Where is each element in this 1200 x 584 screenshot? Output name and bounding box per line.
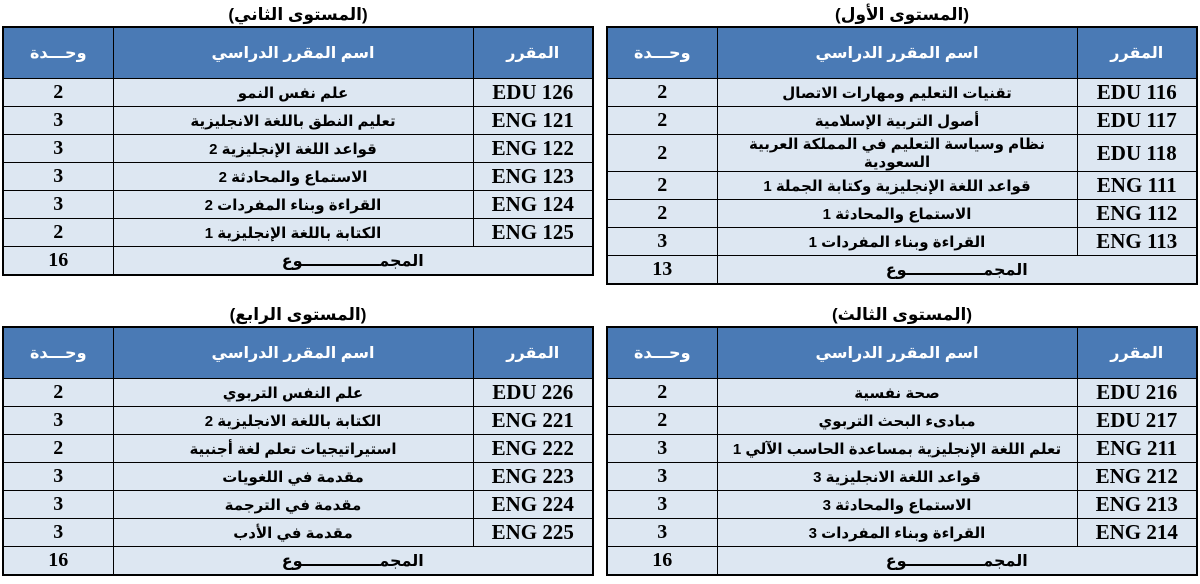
table-row bbox=[607, 200, 1197, 228]
course-name: مقدمة في الترجمة bbox=[113, 491, 473, 519]
table-row bbox=[3, 407, 593, 435]
course-code: EDU 126 bbox=[473, 79, 593, 107]
course-code: EDU 117 bbox=[1077, 107, 1197, 135]
table-row bbox=[607, 228, 1197, 256]
course-code: EDU 226 bbox=[473, 379, 593, 407]
header-code: المقرر bbox=[1077, 327, 1197, 379]
course-code: ENG 221 bbox=[473, 407, 593, 435]
header-units: وحـــدة bbox=[607, 327, 717, 379]
course-units: 2 bbox=[607, 79, 717, 107]
course-code: EDU 217 bbox=[1077, 407, 1197, 435]
course-units: 2 bbox=[3, 379, 113, 407]
course-name: الكتابة باللغة الانجليزية 2 bbox=[113, 407, 473, 435]
table-row bbox=[607, 463, 1197, 491]
table-row bbox=[3, 163, 593, 191]
course-name: استيراتيجيات تعلم لغة أجنبية bbox=[113, 435, 473, 463]
course-units: 3 bbox=[607, 228, 717, 256]
total-row bbox=[607, 547, 1197, 576]
course-units: 3 bbox=[3, 463, 113, 491]
course-code: ENG 122 bbox=[473, 135, 593, 163]
table-row bbox=[607, 79, 1197, 107]
level-title: (المستوى الرابع) bbox=[229, 305, 367, 324]
table-row bbox=[607, 107, 1197, 135]
table-row bbox=[607, 435, 1197, 463]
course-name: الاستماع والمحادثة 1 bbox=[717, 200, 1077, 228]
course-units: 3 bbox=[3, 191, 113, 219]
course-units: 3 bbox=[3, 163, 113, 191]
header-units: وحـــدة bbox=[607, 27, 717, 79]
total-row bbox=[3, 247, 593, 276]
course-name: الاستماع والمحادثة 3 bbox=[717, 491, 1077, 519]
table-row bbox=[607, 135, 1197, 172]
header-units: وحـــدة bbox=[3, 327, 113, 379]
course-units: 3 bbox=[3, 491, 113, 519]
total-label: المجمــــــــــــــوع bbox=[717, 547, 1197, 576]
header-code: المقرر bbox=[473, 27, 593, 79]
course-name: تعلم اللغة الإنجليزية بمساعدة الحاسب الآلي 1 bbox=[717, 435, 1077, 463]
course-code: EDU 118 bbox=[1077, 135, 1197, 172]
course-name: القراءة وبناء المفردات 1 bbox=[717, 228, 1077, 256]
total-label: المجمــــــــــــــوع bbox=[717, 256, 1197, 285]
header-code: المقرر bbox=[473, 327, 593, 379]
table-row bbox=[3, 463, 593, 491]
table-row bbox=[3, 519, 593, 547]
course-units: 3 bbox=[3, 135, 113, 163]
course-name: مبادىء البحث التربوي bbox=[717, 407, 1077, 435]
course-code: ENG 223 bbox=[473, 463, 593, 491]
course-code: ENG 222 bbox=[473, 435, 593, 463]
table-row bbox=[3, 491, 593, 519]
course-units: 2 bbox=[3, 435, 113, 463]
table-row bbox=[3, 219, 593, 247]
header-name: اسم المقرر الدراسي bbox=[717, 327, 1077, 379]
course-code: ENG 112 bbox=[1077, 200, 1197, 228]
course-name: الكتابة باللغة الإنجليزية 1 bbox=[113, 219, 473, 247]
course-table bbox=[606, 26, 1198, 285]
course-code: ENG 121 bbox=[473, 107, 593, 135]
course-table bbox=[606, 326, 1198, 576]
table-header-row bbox=[3, 327, 593, 379]
header-name: اسم المقرر الدراسي bbox=[717, 27, 1077, 79]
course-name: تعليم النطق باللغة الانجليزية bbox=[113, 107, 473, 135]
level-title: (المستوى الأول) bbox=[835, 5, 969, 24]
total-label: المجمــــــــــــــوع bbox=[113, 247, 593, 276]
course-units: 2 bbox=[607, 172, 717, 200]
header-units: وحـــدة bbox=[3, 27, 113, 79]
table-row bbox=[607, 491, 1197, 519]
table-row bbox=[3, 191, 593, 219]
level-2-section bbox=[2, 4, 594, 276]
total-units: 13 bbox=[607, 256, 717, 285]
table-row bbox=[3, 435, 593, 463]
header-name: اسم المقرر الدراسي bbox=[113, 27, 473, 79]
total-label: المجمــــــــــــــوع bbox=[113, 547, 593, 576]
course-code: EDU 116 bbox=[1077, 79, 1197, 107]
table-row bbox=[3, 107, 593, 135]
course-units: 3 bbox=[607, 519, 717, 547]
course-units: 3 bbox=[3, 407, 113, 435]
course-units: 3 bbox=[3, 519, 113, 547]
course-name: قواعد اللغة الانجليزية 3 bbox=[717, 463, 1077, 491]
table-row bbox=[3, 135, 593, 163]
table-header-row bbox=[607, 27, 1197, 79]
course-name: مقدمة في الأدب bbox=[113, 519, 473, 547]
course-name: القراءة وبناء المفردات 2 bbox=[113, 191, 473, 219]
table-row bbox=[3, 79, 593, 107]
course-code: ENG 124 bbox=[473, 191, 593, 219]
course-name: تقنيات التعليم ومهارات الاتصال bbox=[717, 79, 1077, 107]
course-name: صحة نفسية bbox=[717, 379, 1077, 407]
course-code: ENG 123 bbox=[473, 163, 593, 191]
table-header-row bbox=[607, 327, 1197, 379]
course-units: 2 bbox=[607, 135, 717, 172]
course-code: ENG 225 bbox=[473, 519, 593, 547]
course-code: EDU 216 bbox=[1077, 379, 1197, 407]
level-1-section bbox=[606, 4, 1198, 285]
course-code: ENG 211 bbox=[1077, 435, 1197, 463]
course-code: ENG 212 bbox=[1077, 463, 1197, 491]
course-units: 2 bbox=[3, 219, 113, 247]
course-table bbox=[2, 326, 594, 576]
total-units: 16 bbox=[607, 547, 717, 576]
total-units: 16 bbox=[3, 247, 113, 276]
course-units: 3 bbox=[607, 463, 717, 491]
header-name: اسم المقرر الدراسي bbox=[113, 327, 473, 379]
course-table bbox=[2, 26, 594, 276]
table-header-row bbox=[3, 27, 593, 79]
course-units: 2 bbox=[3, 79, 113, 107]
level-4-section bbox=[2, 304, 594, 576]
course-code: ENG 113 bbox=[1077, 228, 1197, 256]
course-units: 2 bbox=[607, 107, 717, 135]
course-code: ENG 224 bbox=[473, 491, 593, 519]
total-row bbox=[607, 256, 1197, 285]
course-name: قواعد اللغة الإنجليزية وكتابة الجملة 1 bbox=[717, 172, 1077, 200]
total-row bbox=[3, 547, 593, 576]
course-units: 2 bbox=[607, 379, 717, 407]
level-3-section bbox=[606, 304, 1198, 576]
course-name: مقدمة في اللغويات bbox=[113, 463, 473, 491]
course-code: ENG 213 bbox=[1077, 491, 1197, 519]
table-row bbox=[607, 172, 1197, 200]
course-name: نظام وسياسة التعليم في المملكة العربية السعودية bbox=[717, 135, 1077, 172]
course-name: الاستماع والمحادثة 2 bbox=[113, 163, 473, 191]
course-name: علم النفس التربوي bbox=[113, 379, 473, 407]
table-row bbox=[607, 407, 1197, 435]
table-row bbox=[607, 379, 1197, 407]
course-code: ENG 125 bbox=[473, 219, 593, 247]
course-name: أصول التربية الإسلامية bbox=[717, 107, 1077, 135]
course-code: ENG 214 bbox=[1077, 519, 1197, 547]
level-title: (المستوى الثالث) bbox=[831, 305, 973, 324]
level-title: (المستوى الثاني) bbox=[228, 5, 368, 24]
course-name: القراءة وبناء المفردات 3 bbox=[717, 519, 1077, 547]
course-units: 2 bbox=[607, 200, 717, 228]
course-units: 2 bbox=[607, 407, 717, 435]
table-row bbox=[607, 519, 1197, 547]
course-units: 3 bbox=[3, 107, 113, 135]
course-name: قواعد اللغة الإنجليزية 2 bbox=[113, 135, 473, 163]
course-units: 3 bbox=[607, 491, 717, 519]
total-units: 16 bbox=[3, 547, 113, 576]
header-code: المقرر bbox=[1077, 27, 1197, 79]
course-code: ENG 111 bbox=[1077, 172, 1197, 200]
table-row bbox=[3, 379, 593, 407]
course-name: علم نفس النمو bbox=[113, 79, 473, 107]
course-units: 3 bbox=[607, 435, 717, 463]
